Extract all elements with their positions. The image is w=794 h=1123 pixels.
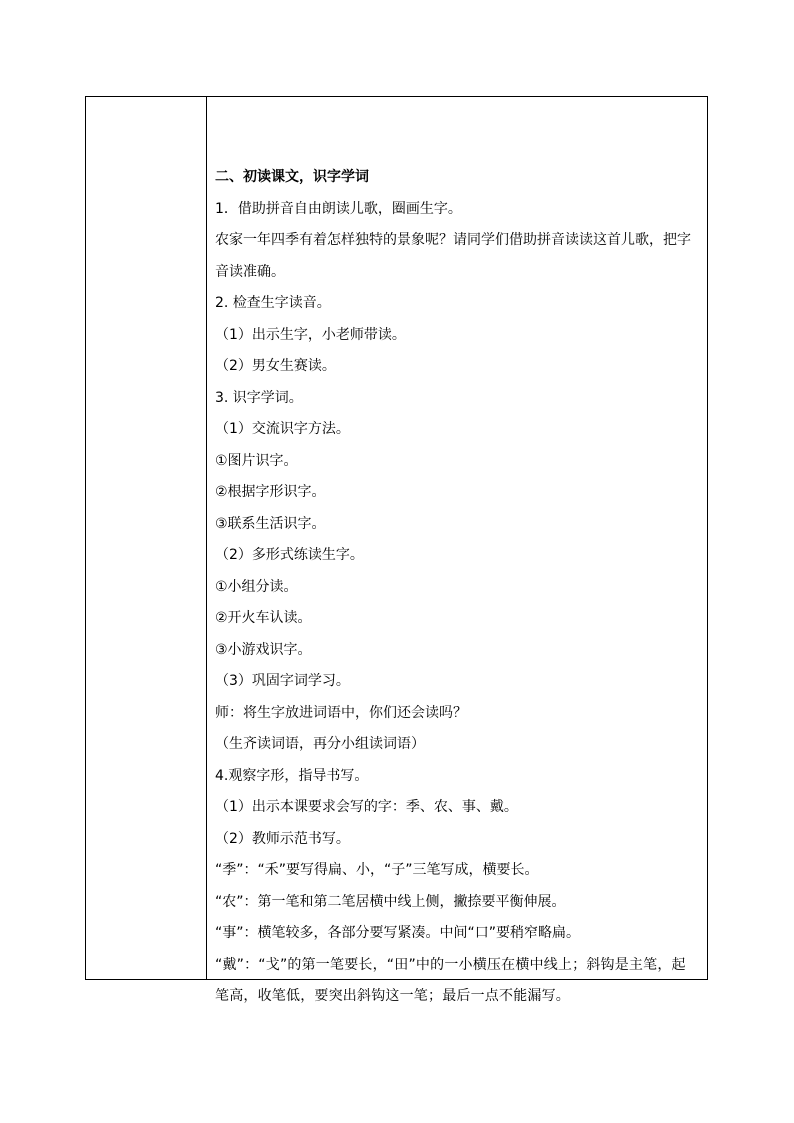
step-3-a-2: ②根据字形识字。: [215, 484, 326, 500]
column-divider: [206, 97, 207, 979]
step-3-a-3: ③联系生活识字。: [215, 515, 326, 532]
writing-tip-shi: “事”：横笔较多，各部分要写紧凑。中间“口”要稍窄略扁。: [215, 925, 581, 941]
step-1-detail: 农家一年四季有着怎样独特的景象呢？请同学们借助拼音读读这首儿歌，把字音读准确。: [215, 232, 691, 280]
step-3-c: （3）巩固字词学习。: [215, 673, 350, 689]
section-heading: 二、初读课文，识字学词: [215, 169, 369, 185]
step-3-a-1: ①图片识字。: [215, 452, 298, 469]
step-3-c-2: （生齐读词语，再分小组读词语）: [215, 736, 425, 752]
step-3-b-2: ②开火车认读。: [215, 610, 312, 626]
step-3-b-3: ③小游戏识字。: [215, 641, 312, 658]
step-2-a: （1）出示生字，小老师带读。: [215, 326, 406, 343]
writing-tip-nong: “农”：第一笔和第二笔居横中线上侧，撇捺要平衡伸展。: [215, 893, 566, 910]
step-3-a: （1）交流识字方法。: [215, 421, 350, 437]
step-4-b: （2）教师示范书写。: [215, 830, 350, 847]
step-3-b: （2）多形式练读生字。: [215, 547, 364, 563]
writing-tip-ji: “季”：“禾”要写得扁、小，“子”三笔写成，横要长。: [215, 862, 539, 878]
step-4-a: （1）出示本课要求会写的字：季、农、事、戴。: [215, 799, 518, 815]
step-3-c-1: 师：将生字放进词语中，你们还会读吗？: [215, 704, 467, 721]
step-4: 4.观察字形，指导书写。: [215, 767, 369, 784]
lesson-table: [85, 96, 708, 1004]
step-2-b: （2）男女生赛读。: [215, 358, 336, 374]
step-3-b-1: ①小组分读。: [215, 578, 298, 595]
lesson-content: [215, 162, 705, 1013]
writing-tip-dai: “戴”：“戈”的第一笔要长，“田”中的一小横压在横中线上；斜钩是主笔，起笔高，收笔低，要突出斜钩这一笔；最后一点不能漏写。: [215, 956, 686, 1004]
step-3: 3. 识字学词。: [215, 389, 303, 406]
step-2: 2. 检查生字读音。: [215, 295, 331, 311]
step-1: 1．借助拼音自由朗读儿歌，圈画生字。: [215, 200, 462, 217]
